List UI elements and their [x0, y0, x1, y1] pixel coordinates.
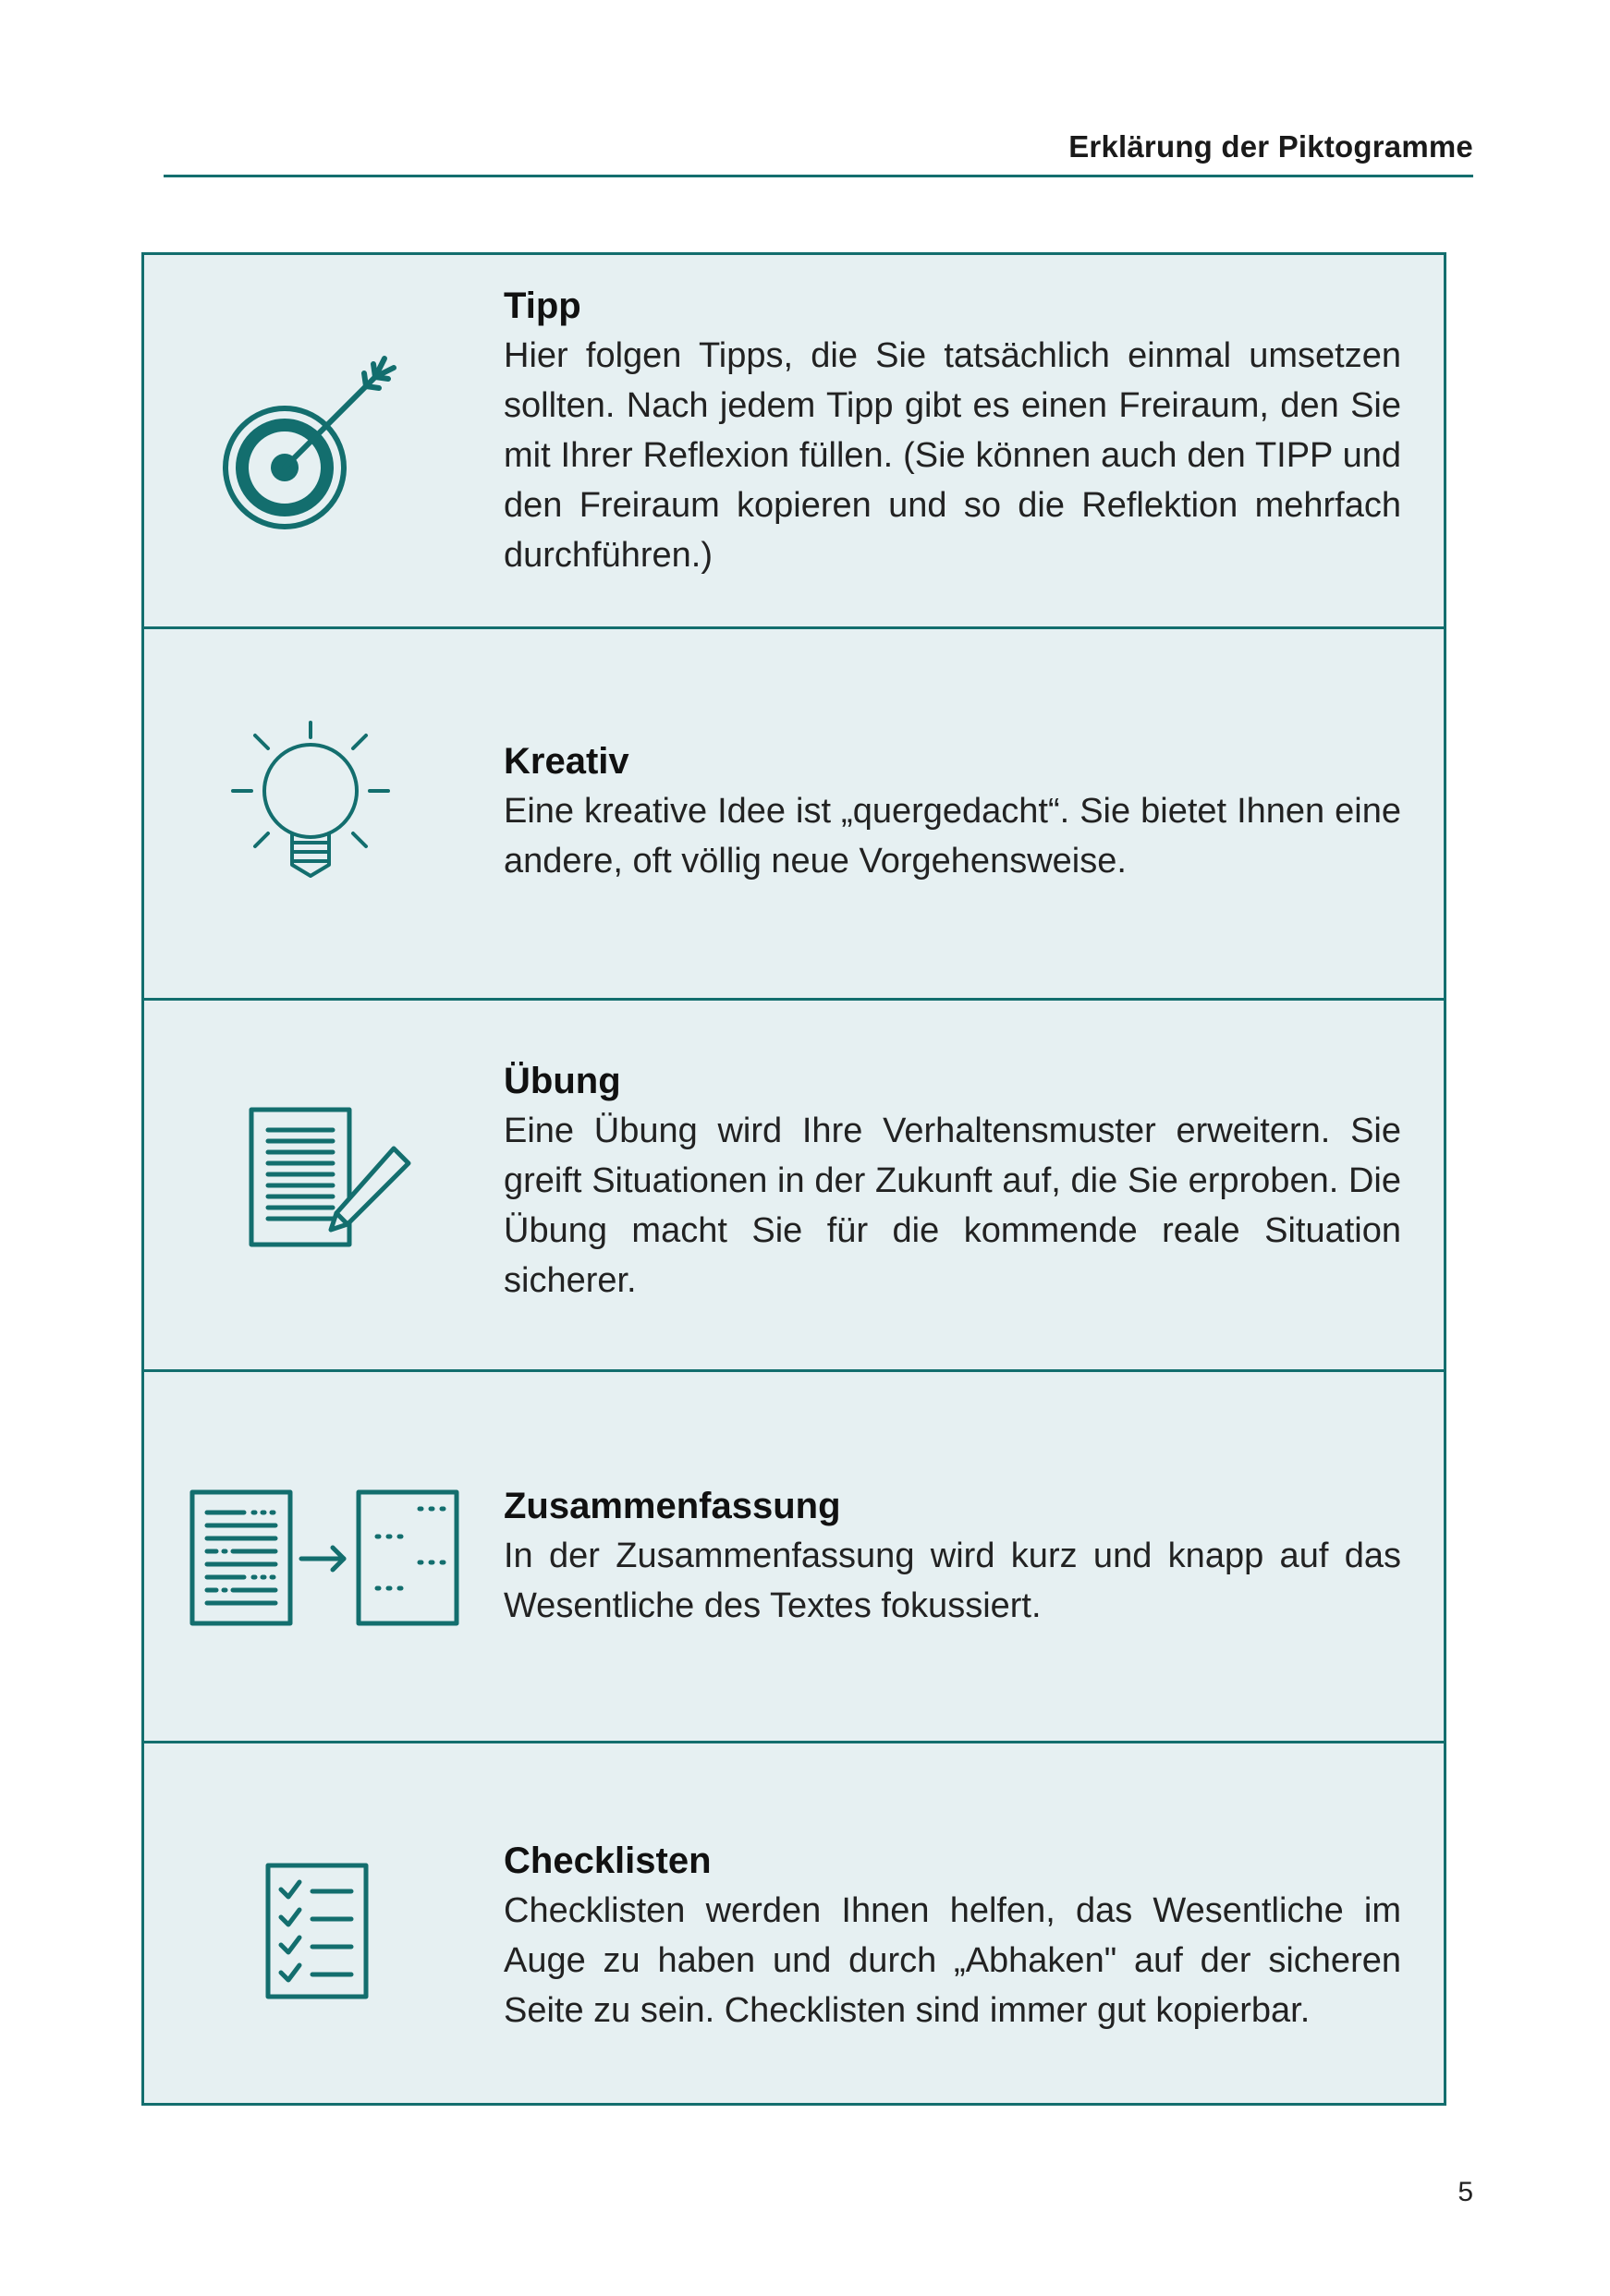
page-number: 5	[1458, 2177, 1473, 2207]
legend-title-checklisten: Checklisten	[504, 1840, 712, 1881]
legend-text-tipp: Hier folgen Tipps, die Sie tatsächlich einmal umsetzen sollten. Nach jedem Tipp gibt es einen Freiraum, den Sie mit Ihrer Reflexion füllen. (Sie können auch den TIPP und den Freiraum kopieren und so die Reflektion mehrfach durchführen.)	[504, 336, 1401, 575]
legend-row-uebung	[144, 998, 1444, 1369]
header-rule	[164, 175, 1473, 177]
pictogram-legend	[141, 252, 1446, 2106]
lightbulb-icon	[144, 629, 495, 998]
legend-row-zusammenfassung	[144, 1369, 1444, 1741]
legend-row-tipp	[144, 255, 1444, 626]
legend-title-tipp: Tipp	[504, 285, 581, 326]
legend-title-uebung: Übung	[504, 1061, 621, 1101]
legend-text-uebung: Eine Übung wird Ihre Verhaltensmuster erweitern. Sie greift Situationen in der Zukunft auf, die Sie erproben. Die Übung macht Sie für die kommende reale Situation sicherer.	[504, 1112, 1401, 1300]
legend-title-kreativ: Kreativ	[504, 741, 629, 782]
legend-row-checklisten	[144, 1741, 1444, 2103]
legend-text-zusammenfassung: In der Zusammenfassung wird kurz und knapp auf das Wesentliche des Textes fokussiert.	[504, 1537, 1401, 1625]
legend-row-kreativ	[144, 626, 1444, 998]
target-arrow-icon	[144, 255, 495, 626]
legend-text-checklisten: Checklisten werden Ihnen helfen, das Wesentliche im Auge zu haben und durch „Abhaken" auf der sicheren Seite zu sein. Checklisten sind immer gut kopierbar.	[504, 1891, 1401, 2030]
document-summary-icon	[144, 1372, 495, 1741]
legend-title-zusammenfassung: Zusammenfassung	[504, 1486, 841, 1526]
document-pencil-icon	[144, 1001, 495, 1369]
legend-text-kreativ: Eine kreative Idee ist „quergedacht“. Sie bietet Ihnen eine andere, oft völlig neue Vorgehensweise.	[504, 792, 1401, 881]
checklist-icon	[144, 1743, 495, 2103]
page-header-title: Erklärung der Piktogramme	[1068, 129, 1473, 164]
